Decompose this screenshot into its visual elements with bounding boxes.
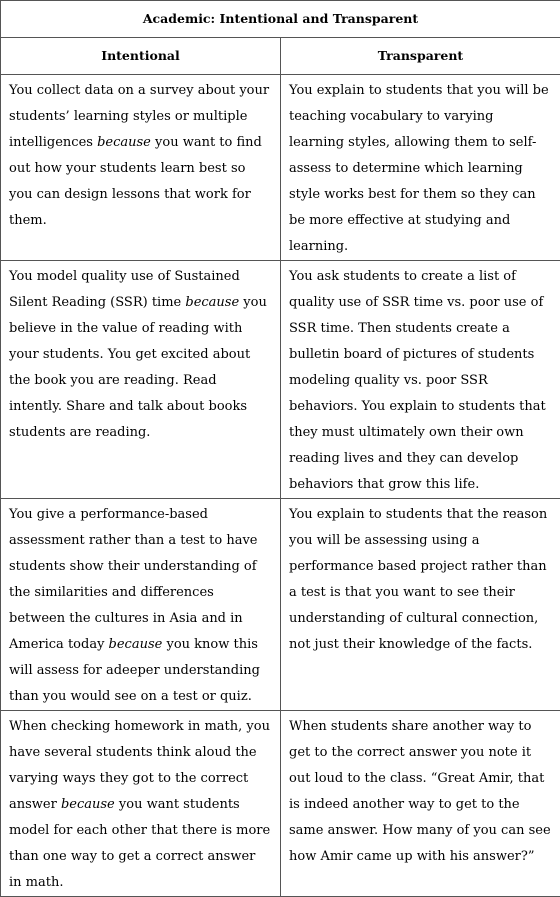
column-header-intentional: Intentional [1,38,281,75]
emphasis-because: because [109,637,163,652]
intentional-cell [1,75,281,261]
table-row [1,75,560,261]
emphasis-because: because [61,797,115,812]
intentional-text: you want students model for each other that there is more than one way to get a correct answer in math. [9,797,270,890]
intentional-text: You give a performance-based assessment rather than a test to have students show their understanding of the similarities and differences between the cultures in Asia and in America today [9,507,258,652]
transparent-cell: You explain to students that the reason you will be assessing using a performance based project rather than a test is that you want to see their understanding of cultural connection, not just their knowledge of the facts. [281,499,560,711]
emphasis-because: because [97,135,151,150]
transparent-cell: You ask students to create a list of quality use of SSR time vs. poor use of SSR time. Then students create a bulletin board of pictures of students modeling quality vs. poor SSR behaviors. You explain to students that they must ultimately own their own reading lives and they can develop behaviors that grow this life. [281,261,560,499]
intentional-cell [1,261,281,499]
intentional-text: You model quality use of Sustained Silent Reading (SSR) time [9,269,240,310]
intentional-text: you know this will assess for adeeper understanding than you would see on a test or quiz. [9,637,260,704]
intentional-cell [1,711,281,897]
transparent-cell: You explain to students that you will be teaching vocabulary to varying learning styles, allowing them to self-assess to determine which learning style works best for them so they can be more effective at studying and learning. [281,75,560,261]
intentional-text: you want to find out how your students learn best so you can design lessons that work for them. [9,135,262,228]
table-row [1,261,560,499]
intentional-text: When checking homework in math, you have several students think aloud the varying ways they got to the correct answer [9,719,270,812]
table-row [1,711,560,897]
intentional-text: You collect data on a survey about your students’ learning styles or multiple intelligences [9,83,269,150]
intentional-cell [1,499,281,711]
column-header-transparent: Transparent [281,38,560,75]
emphasis-because: because [185,295,239,310]
intentional-text: you believe in the value of reading with your students. You get excited about the book you are reading. Read intently. Share and talk about books students are reading. [9,295,267,440]
transparent-cell: When students share another way to get to the correct answer you note it out loud to the class. “Great Amir, that is indeed another way to get to the same answer. How many of you can see how Amir came up with his answer?” [281,711,560,897]
table-title: Academic: Intentional and Transparent [1,1,560,38]
table-row [1,499,560,711]
